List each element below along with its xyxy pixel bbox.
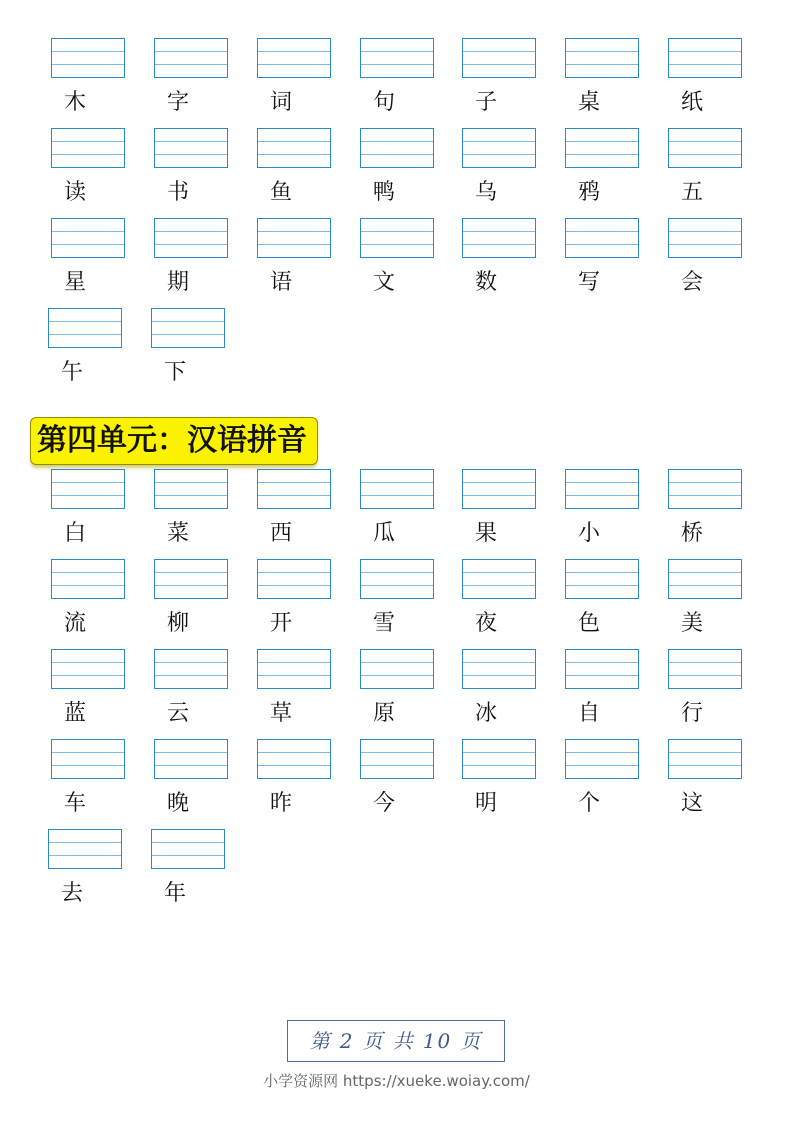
pinyin-writing-box	[51, 739, 125, 779]
pinyin-writing-box	[48, 308, 122, 348]
hanzi-character: 乌	[474, 180, 497, 205]
hanzi-character: 写	[577, 270, 600, 295]
hanzi-character: 西	[269, 521, 292, 546]
practice-cell	[48, 829, 124, 909]
practice-cell	[154, 38, 230, 118]
hanzi-character: 五	[680, 180, 703, 205]
pinyin-writing-box	[360, 559, 434, 599]
pinyin-writing-box	[257, 649, 331, 689]
pinyin-writing-box	[462, 559, 536, 599]
pinyin-writing-box	[668, 739, 742, 779]
hanzi-character: 行	[680, 701, 703, 726]
hanzi-character: 昨	[269, 791, 292, 816]
hanzi-character: 数	[474, 270, 497, 295]
practice-cell	[51, 739, 127, 819]
pinyin-writing-box	[154, 38, 228, 78]
pinyin-writing-box	[565, 128, 639, 168]
hanzi-character: 柳	[166, 611, 189, 636]
practice-cell	[462, 649, 538, 729]
hanzi-character: 星	[63, 270, 86, 295]
pinyin-writing-box	[154, 739, 228, 779]
pinyin-writing-box	[462, 128, 536, 168]
pinyin-writing-box	[565, 469, 639, 509]
pinyin-writing-box	[668, 649, 742, 689]
pinyin-writing-box	[668, 469, 742, 509]
pinyin-writing-box	[51, 469, 125, 509]
pinyin-writing-box	[462, 739, 536, 779]
total-pages: 10	[422, 1029, 453, 1053]
pinyin-writing-box	[360, 739, 434, 779]
practice-cell	[257, 218, 333, 298]
pinyin-writing-box	[360, 128, 434, 168]
hanzi-character: 雪	[372, 611, 395, 636]
hanzi-character: 菜	[166, 521, 189, 546]
practice-cell	[462, 218, 538, 298]
pinyin-writing-box	[257, 38, 331, 78]
hanzi-character: 词	[269, 90, 292, 115]
practice-cell	[668, 38, 744, 118]
pinyin-writing-box	[565, 38, 639, 78]
pinyin-writing-box	[51, 218, 125, 258]
page-indicator	[287, 1020, 505, 1062]
current-page: 2	[339, 1029, 355, 1053]
practice-cell	[565, 559, 641, 639]
pinyin-writing-box	[154, 218, 228, 258]
practice-cell	[462, 469, 538, 549]
pinyin-writing-box	[257, 739, 331, 779]
hanzi-character: 书	[166, 180, 189, 205]
practice-cell	[48, 308, 124, 388]
pinyin-writing-box	[565, 559, 639, 599]
practice-cell	[51, 649, 127, 729]
hanzi-character: 午	[60, 360, 83, 385]
practice-cell	[154, 469, 230, 549]
pinyin-writing-box	[668, 559, 742, 599]
practice-cell	[462, 739, 538, 819]
practice-cell	[462, 128, 538, 208]
practice-cell	[154, 739, 230, 819]
pinyin-writing-box	[48, 829, 122, 869]
pinyin-writing-box	[51, 38, 125, 78]
hanzi-character: 这	[680, 791, 703, 816]
pinyin-writing-box	[360, 469, 434, 509]
site-footer-text: 小学资源网 https://xueke.woiay.com/	[263, 1072, 530, 1090]
hanzi-character: 美	[680, 611, 703, 636]
pinyin-writing-box	[668, 128, 742, 168]
hanzi-character: 草	[269, 701, 292, 726]
pinyin-writing-box	[257, 218, 331, 258]
practice-cell	[668, 559, 744, 639]
practice-cell	[360, 38, 436, 118]
practice-cell	[154, 128, 230, 208]
practice-cell	[51, 128, 127, 208]
practice-cell	[257, 649, 333, 729]
practice-cell	[257, 38, 333, 118]
practice-cell	[151, 829, 227, 909]
hanzi-character: 年	[163, 881, 186, 906]
pinyin-writing-box	[462, 218, 536, 258]
hanzi-character: 去	[60, 881, 83, 906]
pinyin-writing-box	[257, 469, 331, 509]
pinyin-writing-box	[151, 308, 225, 348]
practice-cell	[154, 649, 230, 729]
practice-cell	[360, 739, 436, 819]
practice-cell	[565, 469, 641, 549]
hanzi-character: 纸	[680, 90, 703, 115]
practice-cell	[565, 128, 641, 208]
hanzi-character: 下	[163, 360, 186, 385]
pinyin-writing-box	[154, 469, 228, 509]
hanzi-character: 开	[269, 611, 292, 636]
hanzi-character: 白	[63, 521, 86, 546]
practice-cell	[360, 218, 436, 298]
practice-cell	[154, 559, 230, 639]
practice-cell	[668, 218, 744, 298]
practice-cell	[257, 469, 333, 549]
hanzi-character: 会	[680, 270, 703, 295]
hanzi-character: 小	[577, 521, 600, 546]
pinyin-writing-box	[668, 218, 742, 258]
hanzi-character: 语	[269, 270, 292, 295]
pinyin-writing-box	[462, 649, 536, 689]
practice-cell	[51, 559, 127, 639]
practice-cell	[462, 38, 538, 118]
page-prefix: 第	[309, 1029, 332, 1053]
hanzi-character: 字	[166, 90, 189, 115]
pinyin-writing-box	[462, 38, 536, 78]
hanzi-character: 期	[166, 270, 189, 295]
hanzi-character: 鸭	[372, 180, 395, 205]
pinyin-writing-box	[154, 649, 228, 689]
hanzi-character: 桥	[680, 521, 703, 546]
hanzi-character: 明	[474, 791, 497, 816]
practice-cell	[151, 308, 227, 388]
practice-cell	[668, 739, 744, 819]
practice-cell	[257, 559, 333, 639]
pinyin-writing-box	[257, 559, 331, 599]
practice-cell	[257, 128, 333, 208]
hanzi-character: 色	[577, 611, 600, 636]
practice-cell	[360, 469, 436, 549]
hanzi-character: 冰	[474, 701, 497, 726]
pinyin-writing-box	[360, 649, 434, 689]
hanzi-character: 蓝	[63, 701, 86, 726]
practice-cell	[565, 739, 641, 819]
pinyin-writing-box	[51, 128, 125, 168]
practice-cell	[257, 739, 333, 819]
hanzi-character: 桌	[577, 90, 600, 115]
hanzi-character: 车	[63, 791, 86, 816]
page-suffix: 页	[460, 1029, 483, 1053]
practice-cell	[360, 649, 436, 729]
pinyin-writing-box	[360, 218, 434, 258]
pinyin-writing-box	[51, 559, 125, 599]
hanzi-character: 子	[474, 90, 497, 115]
pinyin-writing-box	[668, 38, 742, 78]
pinyin-writing-box	[360, 38, 434, 78]
hanzi-character: 夜	[474, 611, 497, 636]
hanzi-character: 自	[577, 701, 600, 726]
hanzi-character: 鸦	[577, 180, 600, 205]
section-heading: 第四单元：汉语拼音	[30, 417, 318, 465]
hanzi-character: 云	[166, 701, 189, 726]
hanzi-character: 个	[577, 791, 600, 816]
practice-cell	[668, 649, 744, 729]
practice-cell	[565, 218, 641, 298]
practice-cell	[668, 469, 744, 549]
pinyin-writing-box	[151, 829, 225, 869]
pinyin-writing-box	[51, 649, 125, 689]
hanzi-character: 原	[372, 701, 395, 726]
hanzi-character: 今	[372, 791, 395, 816]
practice-cell	[51, 218, 127, 298]
practice-cell	[51, 469, 127, 549]
practice-cell	[360, 128, 436, 208]
hanzi-character: 鱼	[269, 180, 292, 205]
practice-cell	[668, 128, 744, 208]
pinyin-writing-box	[565, 649, 639, 689]
page-middle: 页 共	[362, 1029, 415, 1053]
practice-cell	[360, 559, 436, 639]
pinyin-writing-box	[565, 739, 639, 779]
practice-cell	[51, 38, 127, 118]
hanzi-character: 木	[63, 90, 86, 115]
hanzi-character: 流	[63, 611, 86, 636]
pinyin-writing-box	[462, 469, 536, 509]
hanzi-character: 瓜	[372, 521, 395, 546]
hanzi-character: 读	[63, 180, 86, 205]
pinyin-writing-box	[565, 218, 639, 258]
hanzi-character: 果	[474, 521, 497, 546]
hanzi-character: 句	[372, 90, 395, 115]
practice-cell	[462, 559, 538, 639]
practice-cell	[565, 38, 641, 118]
pinyin-writing-box	[154, 128, 228, 168]
hanzi-character: 文	[372, 270, 395, 295]
hanzi-character: 晚	[166, 791, 189, 816]
practice-cell	[154, 218, 230, 298]
pinyin-writing-box	[257, 128, 331, 168]
practice-cell	[565, 649, 641, 729]
pinyin-writing-box	[154, 559, 228, 599]
